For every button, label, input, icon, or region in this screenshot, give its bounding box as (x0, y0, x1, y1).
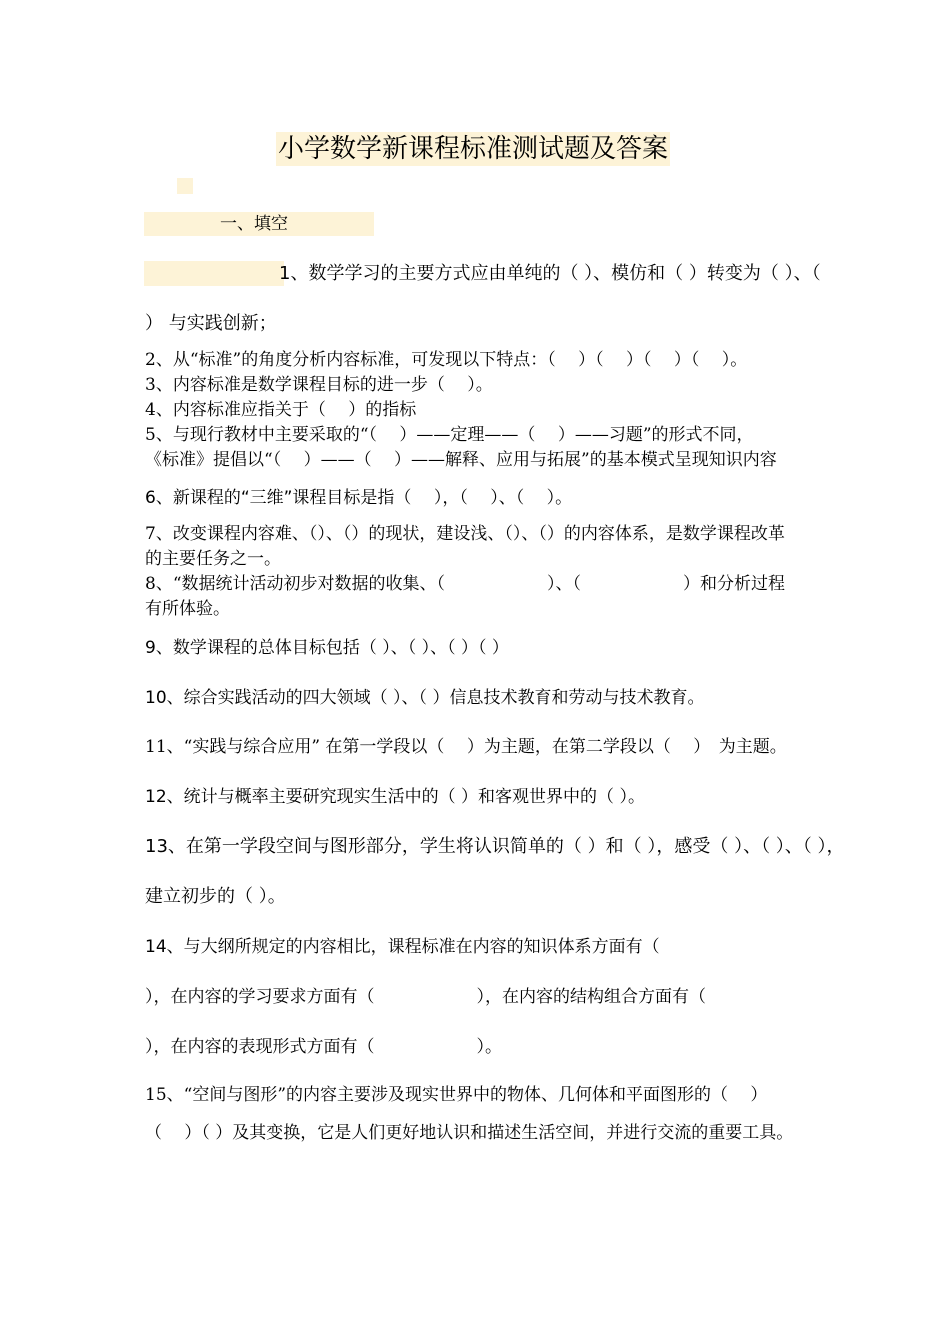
question-1-line-2: ） 与实践创新； (145, 313, 277, 334)
question-5-line-1: 5、与现行教材中主要采取的“（ ）——定理——（ ）——习题”的形式不同， (145, 425, 754, 445)
question-14-line-2: ），在内容的学习要求方面有（ ），在内容的结构组合方面有（ (145, 987, 706, 1007)
question-3: 3、内容标准是数学课程目标的进一步（ ）。 (145, 375, 493, 395)
question-11: 11、“实践与综合应用” 在第一学段以（ ）为主题，在第二学段以（ ） 为主题。 (145, 737, 787, 757)
question-7-line-1: 7、改变课程内容难、（）、（）的现状，建设浅、（）、（）的内容体系，是数学课程改革 (145, 524, 785, 544)
question-13-line-2: 建立初步的（ ）。 (145, 886, 286, 907)
highlight-mark (177, 178, 193, 194)
question-5-line-2: 《标准》提倡以“（ ）——（ ）——解释、应用与拓展”的基本模式呈现知识内容 (145, 450, 777, 470)
question-10: 10、综合实践活动的四大领域（ ）、（ ）信息技术教育和劳动与技术教育。 (145, 688, 705, 708)
question-6: 6、新课程的“三维”课程目标是指（ ），（ ）、（ ）。 (145, 488, 573, 508)
question-8-line-2: 有所体验。 (145, 599, 230, 619)
question-15-line-1: 15、“空间与图形”的内容主要涉及现实世界中的物体、几何体和平面图形的（ ） (145, 1085, 768, 1105)
question-highlight (144, 261, 284, 286)
question-7-line-2: 的主要任务之一。 (145, 549, 281, 569)
question-14-line-1: 14、与大纲所规定的内容相比，课程标准在内容的知识体系方面有（ (145, 937, 660, 957)
question-13-line-1: 13、在第一学段空间与图形部分，学生将认识简单的（ ）和（ ），感受（ ）、（ ）、（ ）， (145, 836, 845, 857)
question-2: 2、从“标准”的角度分析内容标准，可发现以下特点：（ ）（ ）（ ）（ ）。 (145, 350, 748, 370)
document-title: 小学数学新课程标准测试题及答案 (278, 134, 669, 164)
question-9: 9、数学课程的总体目标包括（ ）、（ ）、（ ）（ ） (145, 638, 509, 658)
section-heading: 一、填空 (220, 214, 288, 234)
question-15-line-2: （ ）（ ）及其变换，它是人们更好地认识和描述生活空间，并进行交流的重要工具。 (145, 1123, 794, 1143)
question-12: 12、统计与概率主要研究现实生活中的（ ）和客观世界中的（ ）。 (145, 787, 645, 807)
question-14-line-3: ），在内容的表现形式方面有（ ）。 (145, 1037, 502, 1057)
question-8-line-1: 8、“数据统计活动初步对数据的收集、（ ）、（ ）和分析过程 (145, 574, 786, 594)
question-4: 4、内容标准应指关于（ ）的指标 (145, 400, 417, 420)
question-1-line-1: 1、数学学习的主要方式应由单纯的（ ）、模仿和（ ）转变为（ ）、（ (279, 263, 821, 284)
